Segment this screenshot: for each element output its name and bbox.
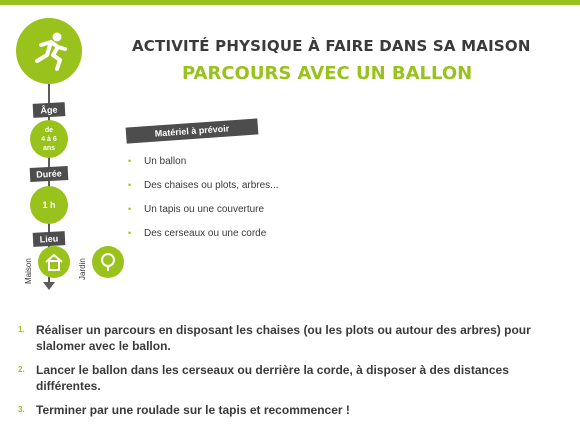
maison-label: Maison bbox=[24, 258, 33, 284]
materiel-label: Matériel à prévoir bbox=[126, 118, 259, 143]
step-item bbox=[18, 402, 558, 418]
page-title: ACTIVITÉ PHYSIQUE À FAIRE DANS SA MAISON bbox=[132, 37, 531, 55]
age-value-line1: de bbox=[44, 126, 54, 134]
step-item bbox=[18, 322, 558, 354]
list-item: • Des cerseaux ou une corde bbox=[128, 228, 267, 239]
step-item bbox=[18, 362, 558, 394]
step-text: Lancer le ballon dans les cerseaux ou derrière la corde, à disposer à des distances différentes. bbox=[36, 363, 509, 393]
jardin-badge bbox=[92, 246, 124, 278]
step-number: 1. bbox=[18, 325, 25, 334]
page-subtitle: PARCOURS AVEC UN BALLON bbox=[182, 63, 473, 84]
steps-list bbox=[18, 322, 558, 426]
bullet-icon: • bbox=[128, 156, 132, 166]
lieu-label: Lieu bbox=[33, 231, 66, 247]
top-accent-bar bbox=[0, 0, 580, 5]
duree-badge bbox=[30, 186, 68, 224]
age-value-line2: 4 à 6 bbox=[41, 135, 57, 143]
jardin-label: Jardin bbox=[78, 258, 87, 280]
age-value-line3: ans bbox=[42, 144, 56, 152]
list-item: • Un tapis ou une couverture bbox=[128, 204, 265, 215]
age-label: Âge bbox=[33, 102, 66, 118]
list-item: • Des chaises ou plots, arbres... bbox=[128, 180, 279, 191]
runner-icon bbox=[27, 29, 71, 73]
tree-icon bbox=[97, 251, 119, 273]
materiel-list bbox=[128, 156, 279, 252]
duree-label: Durée bbox=[30, 166, 69, 182]
runner-badge bbox=[16, 18, 82, 84]
duree-value: 1 h bbox=[42, 200, 56, 210]
age-badge bbox=[30, 120, 68, 158]
bullet-icon: • bbox=[128, 204, 132, 214]
timeline-arrow bbox=[43, 282, 55, 290]
step-number: 2. bbox=[18, 365, 25, 374]
bullet-icon: • bbox=[128, 180, 132, 190]
maison-badge bbox=[38, 246, 70, 278]
house-icon bbox=[43, 251, 65, 273]
step-text: Terminer par une roulade sur le tapis et recommencer ! bbox=[36, 403, 350, 417]
step-text: Réaliser un parcours en disposant les chaises (ou les plots ou autour des arbres) pour slalomer avec le ballon. bbox=[36, 323, 531, 353]
step-number: 3. bbox=[18, 405, 25, 414]
list-item: • Un ballon bbox=[128, 156, 187, 167]
bullet-icon: • bbox=[128, 228, 132, 238]
